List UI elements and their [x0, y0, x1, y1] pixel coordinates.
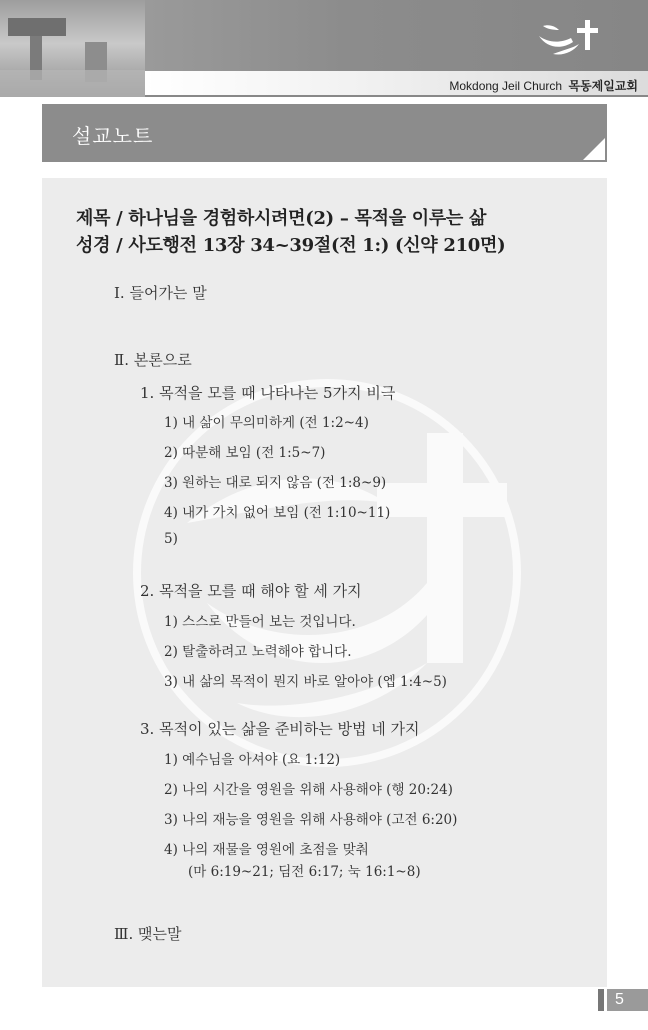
outline-section-1: Ⅰ. 들어가는 말	[114, 284, 207, 302]
corner-triangle-icon	[583, 138, 605, 160]
list-item: 3) 나의 재능을 영원을 위해 사용해야 (고전 6:20)	[164, 812, 458, 828]
church-name-ko: 목동제일교회	[568, 79, 638, 93]
list-item-continuation: (마 6:19~21; 딤전 6:17; 눅 16:1~8)	[188, 864, 421, 880]
list-item: 3) 원하는 대로 되지 않음 (전 1:8~9)	[164, 475, 387, 491]
list-item: 2) 따분해 보임 (전 1:5~7)	[164, 445, 326, 461]
sermon-title: 제목 / 하나님을 경험하시려면(2) – 목적을 이루는 삶	[76, 208, 487, 229]
outline-section-3: Ⅲ. 맺는말	[114, 925, 182, 943]
page-number: 5	[607, 989, 648, 1011]
church-name	[449, 77, 638, 94]
section-bar	[42, 104, 607, 162]
list-item: 4) 나의 재물을 영원에 초점을 맞춰	[164, 842, 369, 858]
list-item: 2) 나의 시간을 영원을 위해 사용해야 (행 20:24)	[164, 782, 453, 798]
outline-point-1-title: 1. 목적을 모를 때 나타나는 5가지 비극	[140, 384, 396, 402]
list-item: 4) 내가 가치 없어 보임 (전 1:10~11)	[164, 505, 391, 521]
outline-point-2-title: 2. 목적을 모를 때 해야 할 세 가지	[140, 582, 362, 600]
list-item: 1) 예수님을 아셔야 (요 1:12)	[164, 752, 341, 768]
list-item: 5)	[164, 531, 178, 547]
scripture-reference: 성경 / 사도행전 13장 34~39절(전 1:) (신약 210면)	[76, 235, 506, 256]
watermark-logo-icon	[127, 373, 527, 773]
outline-point-3-title: 3. 목적이 있는 삶을 준비하는 방법 네 가지	[140, 720, 420, 738]
church-logo-icon	[533, 14, 603, 58]
page-tab	[598, 989, 604, 1011]
list-item: 3) 내 삶의 목적이 뭔지 바로 알아야 (엡 1:4~5)	[164, 674, 447, 690]
sermon-notes-panel	[42, 178, 607, 987]
church-name-en: Mokdong Jeil Church	[449, 79, 563, 93]
list-item: 1) 스스로 만들어 보는 것입니다.	[164, 614, 356, 630]
list-item: 1) 내 삶이 무의미하게 (전 1:2~4)	[164, 415, 369, 431]
header-photo	[0, 0, 145, 97]
section-title: 설교노트	[72, 124, 154, 148]
header-rule	[145, 95, 648, 97]
outline-section-2: Ⅱ. 본론으로	[114, 351, 192, 369]
list-item: 2) 탈출하려고 노력해야 합니다.	[164, 644, 352, 660]
